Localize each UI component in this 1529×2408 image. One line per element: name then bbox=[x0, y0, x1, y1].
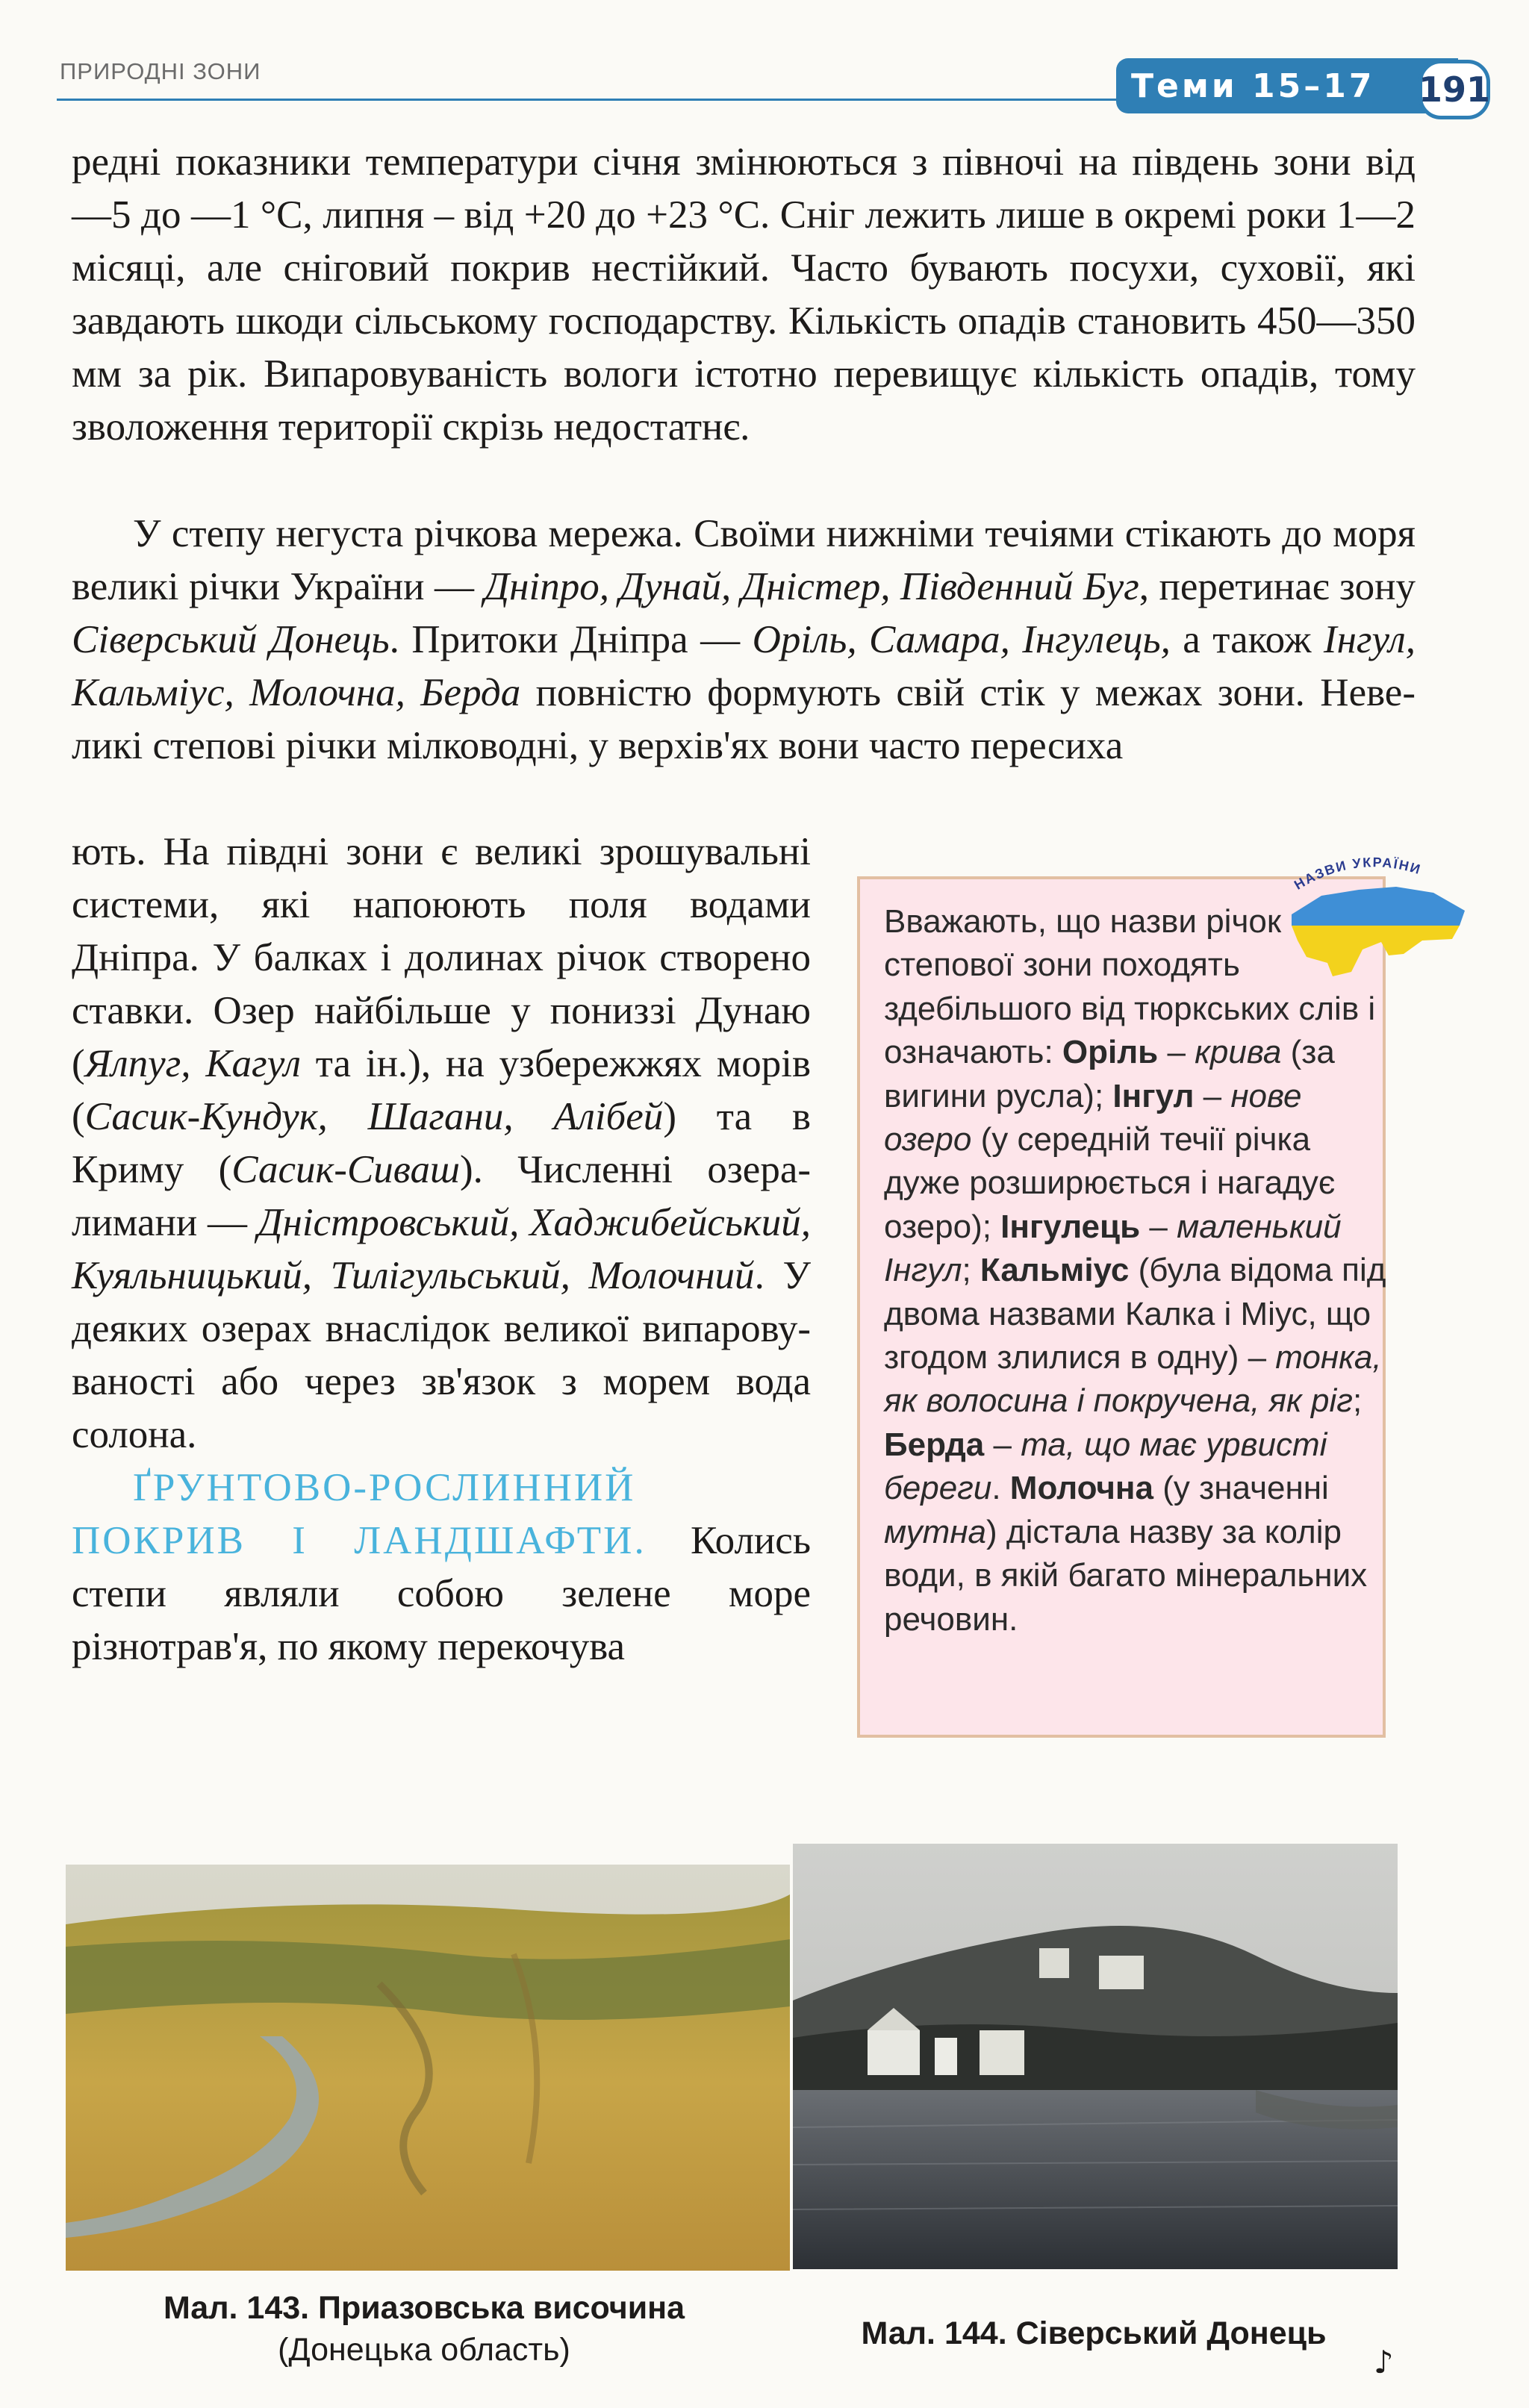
text-span: (за вигини русла); bbox=[884, 1034, 1335, 1114]
lake-names: Ялпуг, Кагул bbox=[84, 1042, 301, 1085]
text-span: Вважають, що назви річок степової зони походять здебільшого від тюркських слів і означають: bbox=[884, 903, 1376, 1071]
paragraph-soil-vegetation bbox=[72, 1462, 811, 1674]
figure-caption-144 bbox=[784, 2312, 1404, 2354]
text-span: ). Численні озера-лимани — bbox=[72, 1148, 811, 1244]
text-span: У степу негуста річкова мережа. Своїми нижніми течіями стікають до моря великі річки України — bbox=[72, 512, 1416, 608]
figure-title: Мал. 143. Приазовська височина bbox=[163, 2290, 685, 2326]
paragraph-climate: редні показники температури січня змінюються з півночі на південь зони від —5 до —1 °С, липня – від +20 до +23 °С. Сніг лежить лише в окремі роки 1—2 місяці, але сніговий покрив нестійкий. Часто бувають посухи, суховії, які завдають шкоди сільському господарству. Кількість опадів становить 450—350 мм за рік. Випаровуваність вологи істотно перевищує кількість опадів, тому зволоження території скрізь недостатнє. bbox=[72, 140, 1416, 449]
river-names: Інгул, Кальміус, Молочна, Берда bbox=[72, 618, 1416, 714]
text-span: . bbox=[991, 1470, 1010, 1507]
river-term: Молочна bbox=[1009, 1470, 1153, 1507]
text-span: – bbox=[1140, 1208, 1177, 1245]
term-meaning: тонка, як волосина і покручена, як ріг bbox=[884, 1339, 1382, 1420]
term-meaning: мутна bbox=[884, 1513, 987, 1550]
photo-siverskyi-donets bbox=[793, 1844, 1398, 2269]
paragraph-rivers bbox=[72, 508, 1416, 773]
term-meaning: маленький Інгул bbox=[884, 1208, 1342, 1289]
text-span: а також bbox=[1170, 618, 1324, 661]
river-name: Сіверський Донець bbox=[72, 618, 390, 661]
svg-text:НАЗВИ УКРАЇНИ bbox=[1292, 855, 1423, 893]
term-meaning: нове озеро bbox=[884, 1077, 1302, 1158]
topics-label: Теми 15–17 bbox=[1131, 66, 1375, 105]
text-span: ) та в Криму ( bbox=[72, 1095, 811, 1191]
section-heading: ҐРУНТОВО-РОСЛИННИЙ ПОКРИВ І ЛАНДШАФТИ. bbox=[72, 1466, 647, 1562]
header-rule bbox=[57, 99, 1132, 101]
text-span: . У деяких озерах внаслідок великої випаровуваності або через зв'язок з морем вода солона. bbox=[72, 1254, 811, 1456]
text-span: та ін.), на узбережжях морів ( bbox=[72, 1042, 811, 1138]
running-header-section: ПРИРОДНІ ЗОНИ bbox=[60, 58, 261, 84]
text-span: ) дістала назву за колір води, в якій багато мінеральних речовин. bbox=[884, 1513, 1368, 1638]
map-badge-label: НАЗВИ УКРАЇНИ bbox=[1292, 855, 1424, 893]
left-column bbox=[72, 826, 811, 1674]
lake-name: Сасик-Сиваш bbox=[231, 1148, 460, 1191]
text-span: ; bbox=[1352, 1382, 1363, 1420]
page-mark-glyph: ♪ bbox=[1374, 2344, 1394, 2380]
text-span: – bbox=[1194, 1077, 1231, 1114]
river-term: Берда bbox=[884, 1426, 985, 1463]
term-meaning: та, що має урвисті береги bbox=[884, 1426, 1327, 1507]
estuary-names: Дністровський, Хаджибейський, Куяльницький, Тилігульський, Молочний bbox=[72, 1201, 811, 1297]
river-term: Інгулець bbox=[1000, 1208, 1141, 1245]
text-span: – bbox=[984, 1426, 1021, 1463]
figure-caption-143 bbox=[66, 2287, 782, 2371]
paragraph-lakes bbox=[72, 826, 811, 1462]
lake-names: Сасик-Кундук, Шагани, Алібей bbox=[84, 1095, 664, 1138]
text-span: – bbox=[1158, 1034, 1195, 1071]
text-span: , перетинає зону bbox=[1139, 565, 1416, 608]
text-span: ; bbox=[962, 1252, 980, 1289]
river-term: Інгул bbox=[1112, 1077, 1195, 1114]
page-number-badge bbox=[1419, 60, 1490, 119]
text-span: (була відома під двома назвами Калка і Міус, що згодом злилися в одну) – bbox=[884, 1252, 1386, 1376]
text-span: (у середній течії річка дуже розширюється і нагадує озеро); bbox=[884, 1121, 1336, 1245]
term-meaning: крива bbox=[1195, 1034, 1282, 1071]
text-span: Колись степи являли собою зелене море різнотрав'я, по якому перекочува bbox=[72, 1519, 811, 1668]
tributary-names: Оріль, Самара, Інгулець, bbox=[752, 618, 1171, 661]
river-term: Оріль bbox=[1062, 1034, 1159, 1071]
header-topics-tab bbox=[1116, 58, 1458, 113]
river-term: Кальміус bbox=[980, 1252, 1130, 1289]
figure-title: Мал. 144. Сіверський Донець bbox=[861, 2315, 1327, 2351]
text-span: повністю формують свій стік у межах зони. Невеликі степові річки мілководні, у верхів'ях вони часто пересиха bbox=[72, 671, 1416, 767]
text-span: ють. На півдні зони є великі зрошувальні системи, які напоюють поля водами Дніпра. У балках і долинах річок створено ставки. Озер найбільше у пониззі Дунаю ( bbox=[72, 830, 811, 1085]
text-span: . Притоки Дніпра — bbox=[389, 618, 753, 661]
river-names: Дніпро, Дунай, Дністер, Південний Буг bbox=[484, 565, 1139, 608]
note-text bbox=[884, 900, 1390, 1641]
figure-label bbox=[66, 2287, 782, 2329]
photo-priazovska-upland bbox=[66, 1865, 790, 2271]
text-span: (у значенні bbox=[1153, 1470, 1329, 1507]
page-number: 191 bbox=[1418, 69, 1491, 110]
figure-sub: (Донецька область) bbox=[278, 2332, 570, 2368]
